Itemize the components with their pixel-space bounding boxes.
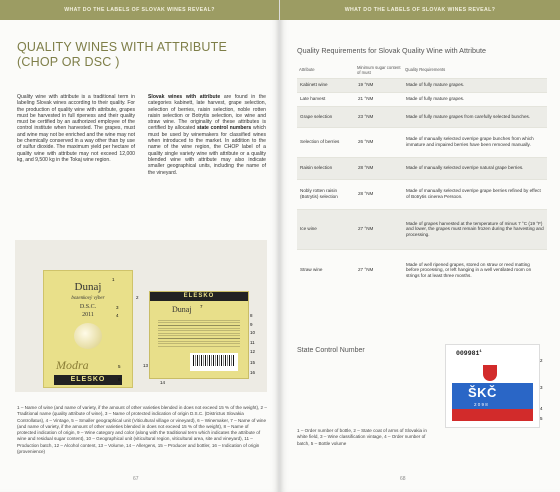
glass-illustration (74, 323, 102, 349)
requirement-cell: Made of fully mature grapes. (403, 92, 547, 106)
front-label-type: bozenkový výber (71, 296, 105, 301)
table-title: Quality Requirements for Slovak Quality Wine with Attribute (297, 46, 486, 55)
table-row (297, 78, 547, 92)
callout: 3 (116, 305, 119, 310)
back-label-name: Dunaj (172, 305, 192, 314)
stamp-callout: 1 (479, 350, 482, 354)
callout: 11 (250, 340, 255, 345)
table-row (297, 249, 547, 291)
table-row (297, 179, 547, 209)
front-label-village: Modra (56, 358, 89, 372)
requirement-cell: Made of manually selected overripe grape bunches from which immature and impaired berries have been removed manually. (403, 127, 547, 157)
section-title (17, 40, 227, 70)
state-control-stamp (446, 345, 539, 427)
state-control-title: State Control Number (297, 347, 365, 354)
front-label-name: Dunaj (74, 281, 102, 293)
sugar-cell: 28 °NM (355, 179, 403, 209)
callout: 9 (250, 322, 253, 327)
barcode (190, 353, 238, 371)
column-header: Attribute (299, 67, 315, 73)
callout: 8 (250, 313, 253, 318)
table-row (297, 209, 547, 249)
page-number: 68 (400, 476, 406, 482)
bold-term-wines-with-attribute: Slovak wines with attribute (148, 94, 221, 100)
table-header-row (297, 62, 547, 78)
stamp-number-value: 009981 (456, 350, 480, 358)
footnote: 1 – Name of wine (and name of variety, if the amount of other varieties blended in does not exceed 15 % of the weight), 2 – Traditional name (quality attribute of wine), 3 – Name of protected indication of origin D.S.C. (Districtus Slovakia Controllatus), 4 – Vintage, 5 – Smaller geographical unit (Viticultural village or vineyard), 6 – Winemaker, 7 – Name of wine (and name of variety, if the amount of other varieties blended in does not exceed 15 % of the weight), 8 – Name of protected indication of origin, 9 – Wine category and color (along with the traditional term which indicates the attribute of wine and residual sugar content), 10 – Geographical unit (viticultural region, viticultural area, site and vineyard), 11 – Production batch, 12 – Alcohol content, 13 – Volume, 14 – Allergens, 15 – Producer and bottler, 16 – Indication of origin (provenience) (17, 405, 267, 455)
table-row (297, 127, 547, 157)
callout: 6 (118, 377, 121, 382)
callout: 12 (250, 349, 256, 354)
attribute-cell: Kabinett wine (297, 78, 355, 92)
body-column-2 (148, 94, 266, 176)
callout: 5 (118, 364, 121, 369)
section-title-line2: (CHOP OR DSC ) (17, 55, 120, 69)
callout: 13 (143, 363, 149, 368)
front-label-brand: ELESKO (54, 375, 122, 385)
callout: 10 (250, 330, 256, 335)
callout: 4 (540, 406, 543, 411)
callout: 15 (250, 360, 256, 365)
barcode-bars (193, 355, 235, 366)
attribute-cell: Ice wine (297, 209, 355, 249)
requirement-cell: Made of fully mature grapes from carefully selected bunches. (403, 106, 547, 127)
requirement-cell: Made of grapes harvested at the temperature of minus 7 °C (19 °F) and lower, the grapes must remain frozen during the harvesting and processing. (403, 209, 547, 249)
callout: 1 (112, 277, 115, 282)
running-header: WHAT DO THE LABELS OF SLOVAK WINES REVEAL? (280, 0, 560, 20)
footnote: 1 – Order number of bottle, 2 – State coat of arms of Slovakia in white field, 3 – Wine classification vintage, 4 – Order number of batch, 5 – Bottle volume (297, 428, 427, 446)
callout: 3 (540, 385, 543, 390)
attribute-cell: Late harvest (297, 92, 355, 106)
attribute-cell: Selection of berries (297, 127, 355, 157)
stamp-row: 2 0 9 8 (474, 402, 488, 407)
callout: 14 (160, 380, 166, 385)
stamp-red-band (452, 409, 533, 421)
back-label-text (158, 318, 240, 348)
sugar-cell: 27 °NM (355, 209, 403, 249)
right-page (280, 0, 560, 492)
callout: 5 (540, 416, 543, 421)
page-number: 67 (133, 476, 139, 482)
back-label-brand: ELESKO (150, 292, 248, 301)
column-header: Quality Requirements (405, 67, 446, 73)
callout: 2 (136, 295, 139, 300)
attribute-cell: Raisin selection (297, 157, 355, 179)
requirement-cell: Made of well ripened grapes, stored on straw or reed matting before processing, or left hanging in a well ventilated room on strings for at least three months. (403, 249, 547, 291)
back-label (150, 292, 248, 378)
left-page (0, 0, 279, 492)
table-row (297, 106, 547, 127)
body-column-1: Quality wine with attribute is a traditional term in labeling Slovak wines according to their quality. For the production of quality wine with attribute, grapes must be harvested in full ripeness and their quality must be certified by an authorized employee of the control institute when harvested. The grapes, must and wine may not be enriched and the wine may not be chemically conserved in a way other than by use of sulfur dioxide. The maximum yield per hectare of quality wine with attribute may not exceed 12,000 kg, and 9,500 kg in the Tokaj wine region. (17, 94, 135, 163)
bold-term-control-numbers: state control numbers (196, 125, 252, 132)
column-header: Minimum sugar content of must (357, 64, 401, 75)
table-row (297, 157, 547, 179)
attribute-cell: Nobly rotten raisin (Botrytis) selection (297, 179, 355, 209)
callout: 7 (200, 304, 203, 309)
body-text: are found in the categories kabinett, late harvest, grape selection, selection of berries, raisin selection, noble rotten raisin selection or Botrytis selection, ice wine and straw wine. The originality of these attributes is certified by allocated (148, 94, 266, 132)
requirement-cell: Made of fully mature grapes. (403, 78, 547, 92)
front-label-dsc: D.S.C. (79, 304, 97, 310)
sugar-cell: 19 °NM (355, 78, 403, 92)
sugar-cell: 28 °NM (355, 157, 403, 179)
requirement-cell: Made of manually selected overripe grape berries refined by effect of Botrytis cinerea Persoon. (403, 179, 547, 209)
quality-requirements-table (297, 62, 547, 291)
sugar-cell: 27 °NM (355, 249, 403, 291)
front-label (44, 271, 132, 387)
callout: 16 (250, 370, 256, 375)
callout: 2 (540, 358, 543, 363)
sugar-cell: 23 °NM (355, 106, 403, 127)
coat-of-arms-icon (482, 364, 498, 382)
callout: 4 (116, 313, 119, 318)
table-row (297, 92, 547, 106)
requirement-cell: Made of manually selected overripe natural grape berries. (403, 157, 547, 179)
sugar-cell: 21 °NM (355, 92, 403, 106)
body-text: which must be used by winemakers for classified wines when introduced to the market. In addition to the name of the wine region, the CHOP label of a quality single variety wine with attribute or a quality blended wine with attribute may also indicate smaller geographical units, including the name of the vineyard. (148, 125, 266, 176)
running-header: WHAT DO THE LABELS OF SLOVAK WINES REVEAL? (0, 0, 279, 20)
attribute-cell: Grape selection (297, 106, 355, 127)
attribute-cell: Straw wine (297, 249, 355, 291)
front-label-year: 2011 (82, 312, 94, 318)
stamp-code: ŠKČ (468, 385, 497, 400)
section-title-line1: QUALITY WINES WITH ATTRIBUTE (17, 40, 228, 54)
sugar-cell: 26 °NM (355, 127, 403, 157)
stamp-number (456, 350, 482, 357)
